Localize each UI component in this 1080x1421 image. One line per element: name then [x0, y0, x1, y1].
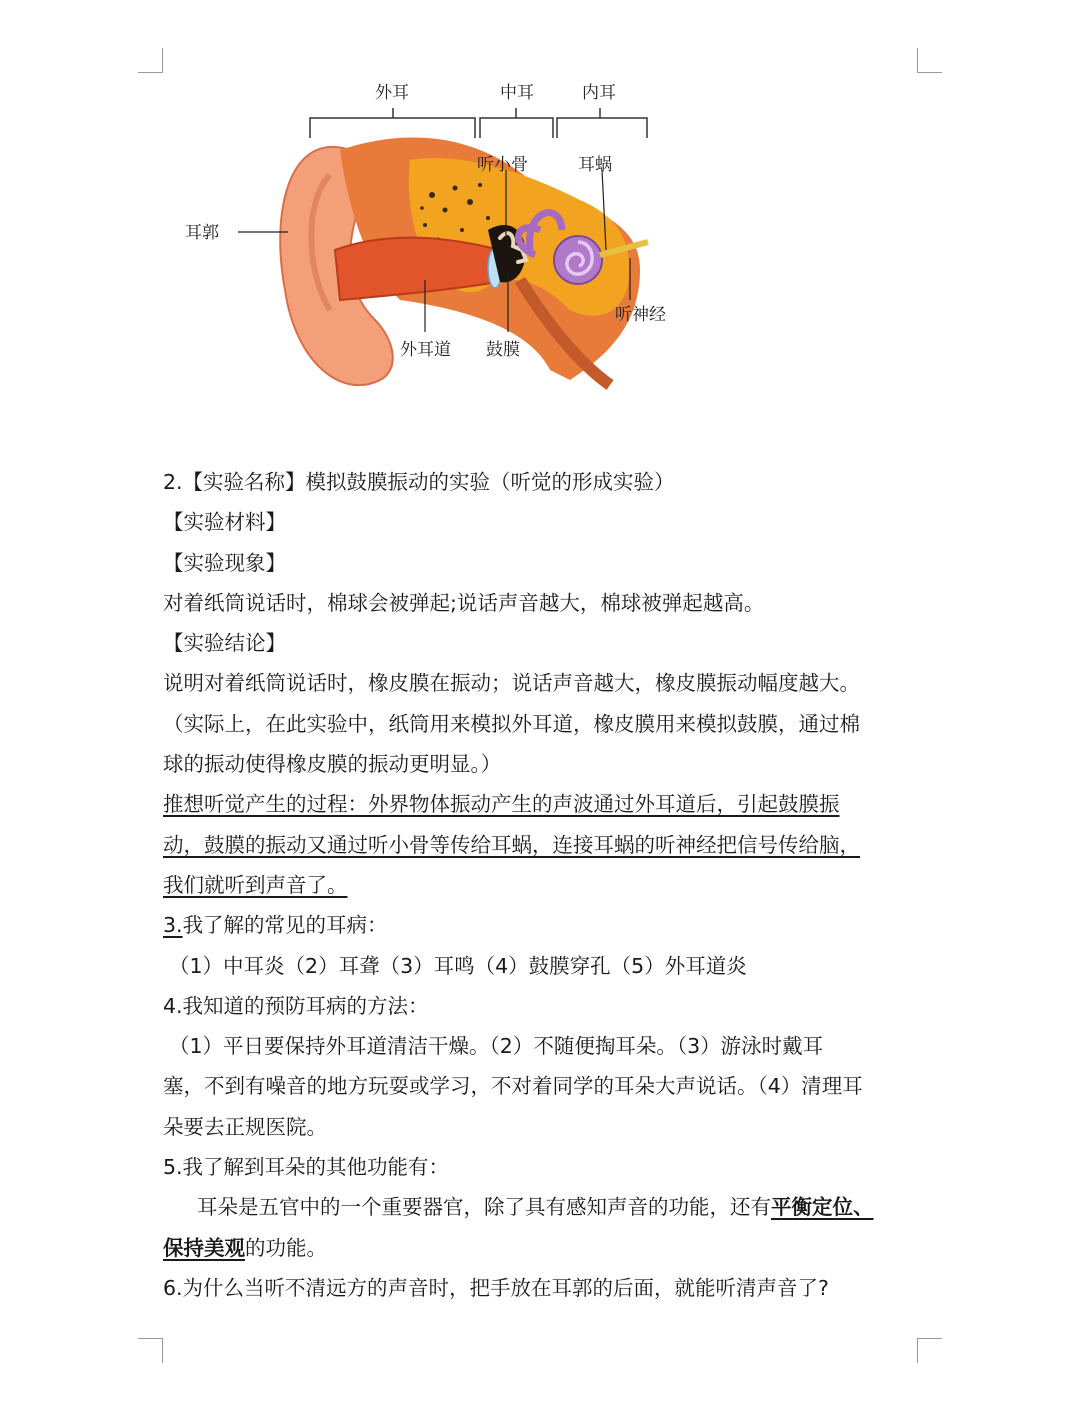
experiment-note-line-2: 球的振动使得橡皮膜的振动更明显。）	[163, 752, 502, 777]
question-6: 6.为什么当听不清远方的声音时，把手放在耳郭的后面，就能听清声音了?	[163, 1275, 829, 1300]
label-inner-ear: 内耳	[582, 83, 616, 103]
prevention-line-3: 朵要去正规医院。	[163, 1114, 327, 1139]
prevention-line-2: 塞，不到有噪音的地方玩耍或学习，不对着同学的耳朵大声说话。（4）清理耳	[163, 1074, 863, 1099]
label-ossicles: 听小骨	[477, 155, 528, 175]
experiment-phenomenon-text: 对着纸筒说话时，棉球会被弹起;说话声音越大，棉球被弹起越高。	[163, 590, 765, 615]
experiment-note-line-1: （实际上，在此实验中，纸筒用来模拟外耳道，橡皮膜用来模拟鼓膜，通过棉	[163, 711, 860, 736]
experiment-conclusion-heading: 【实验结论】	[163, 631, 286, 656]
corner-mark-bottom-right	[917, 1338, 942, 1363]
prevention-heading: 4.我知道的预防耳病的方法：	[163, 993, 429, 1018]
label-auricle: 耳郭	[185, 223, 219, 243]
document-body	[163, 462, 923, 1308]
hearing-process-line-3: 我们就听到声音了。	[163, 872, 348, 897]
corner-mark-bottom-left	[138, 1338, 163, 1363]
label-ear-canal: 外耳道	[400, 340, 451, 360]
prevention-line-1: （1）平日要保持外耳道清洁干燥。（2）不随便掏耳朵。（3）游泳时戴耳	[169, 1034, 824, 1059]
balance-emphasis: 平衡定位、	[771, 1195, 874, 1220]
other-functions-text: 耳朵是五官中的一个重要器官，除了具有感知声音的功能，还有	[197, 1195, 771, 1220]
label-cochlea: 耳蜗	[578, 155, 612, 175]
section-brackets	[310, 108, 647, 138]
other-functions-line-1	[163, 1187, 923, 1227]
experiment-materials-heading: 【实验材料】	[163, 510, 286, 535]
section-3-title: 我了解的常见的耳病：	[182, 913, 388, 938]
label-outer-ear: 外耳	[375, 83, 409, 103]
label-middle-ear: 中耳	[500, 83, 534, 103]
hearing-process-line-1: 推想听觉产生的过程：外界物体振动产生的声波通过外耳道后，引起鼓膜振	[163, 792, 840, 817]
other-functions-tail: 的功能。	[245, 1235, 327, 1260]
corner-mark-top-left	[138, 48, 163, 73]
cochlea-shape	[554, 236, 602, 284]
corner-mark-top-right	[917, 48, 942, 73]
experiment-title: 2.【实验名称】模拟鼓膜振动的实验（听觉的形成实验）	[163, 470, 675, 494]
ear-diseases-heading	[163, 905, 923, 945]
experiment-conclusion-text: 说明对着纸筒说话时，橡皮膜在振动；说话声音越大，橡皮膜振动幅度越大。	[163, 671, 860, 696]
hearing-process-line-2: 动，鼓膜的振动又通过听小骨等传给耳蜗，连接耳蜗的听神经把信号传给脑，	[163, 832, 860, 857]
ear-anatomy-diagram	[170, 70, 690, 420]
label-eardrum: 鼓膜	[486, 340, 520, 360]
appearance-emphasis: 保持美观	[163, 1235, 245, 1260]
section-3-number: 3.	[163, 913, 183, 938]
other-functions-heading: 5.我了解到耳朵的其他功能有：	[163, 1155, 450, 1180]
label-auditory-nerve: 听神经	[615, 305, 666, 325]
other-functions-line-2	[163, 1228, 923, 1268]
ear-diseases-list: （1）中耳炎（2）耳聋（3）耳鸣（4）鼓膜穿孔（5）外耳道炎	[169, 953, 747, 978]
experiment-phenomenon-heading: 【实验现象】	[163, 550, 286, 575]
